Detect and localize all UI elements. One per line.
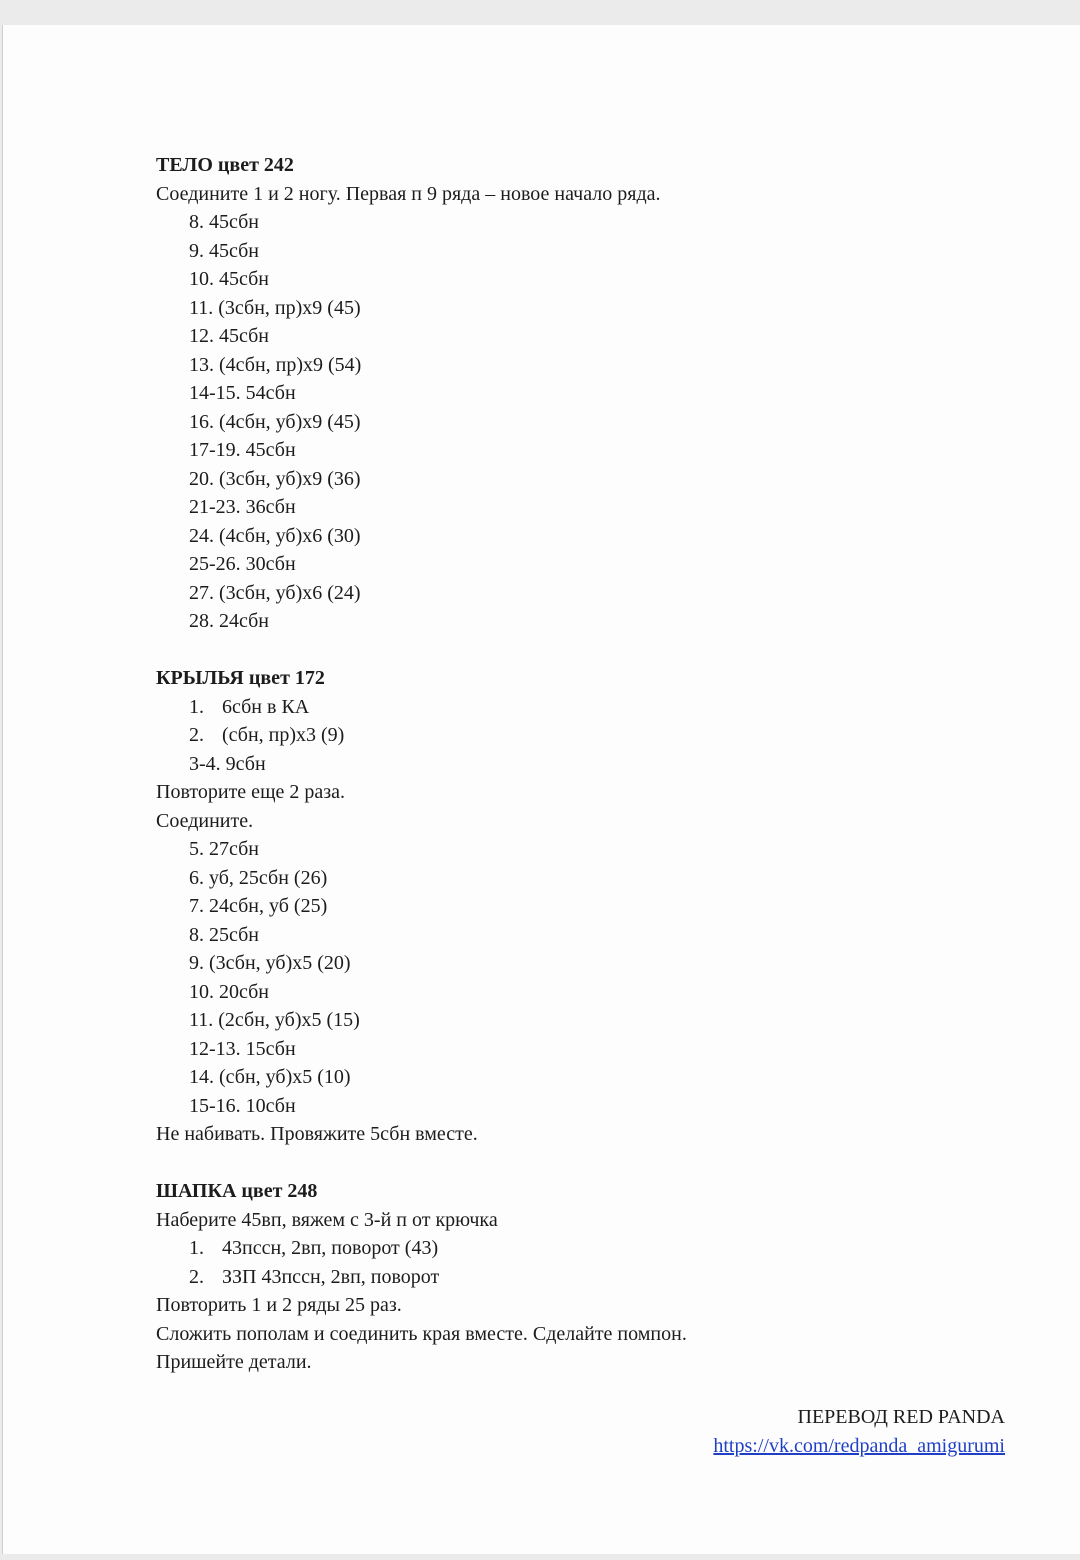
list-item: 14. (сбн, уб)х5 (10) — [189, 1066, 351, 1088]
list-item: 28. 24сбн — [189, 610, 269, 632]
wings-finish-text: Не набивать. Провяжите 5сбн вместе. — [156, 1123, 478, 1145]
body-intro-text: Соедините 1 и 2 ногу. Первая п 9 ряда – новое начало ряда. — [156, 182, 661, 205]
hat-note-text: Повторить 1 и 2 ряды 25 раз. — [156, 1294, 402, 1316]
list-item: 8. 45сбн — [189, 211, 259, 233]
list-item: 15-16. 10сбн — [189, 1094, 296, 1117]
page-footer — [713, 1403, 1005, 1461]
list-item: 3-4. 9сбн — [189, 752, 266, 775]
list-item: 5. 27сбн — [189, 838, 259, 860]
list-text: 6сбн в КА — [222, 695, 310, 718]
hat-note-text: Сложить пополам и соединить края вместе. Сделайте помпон. — [156, 1322, 687, 1345]
page-content — [156, 151, 1016, 1377]
translation-credit: ПЕРЕВОД RED PANDA — [797, 1406, 1005, 1428]
hat-note-text: Пришейте детали. — [156, 1351, 312, 1373]
list-item: 20. (3сбн, уб)х9 (36) — [189, 467, 361, 490]
section-heading-hat: ШАПКА цвет 248 — [156, 1180, 318, 1202]
wings-repeat-text: Повторите еще 2 раза. — [156, 781, 345, 803]
list-item: 11. (3сбн, пр)х9 (45) — [189, 296, 361, 319]
list-item: 11. (2сбн, уб)х5 (15) — [189, 1009, 360, 1031]
list-text: 43пссн, 2вп, поворот (43) — [222, 1237, 439, 1259]
list-item — [156, 693, 1016, 722]
list-text: ЗЗП 43пссн, 2вп, поворот — [222, 1265, 440, 1288]
list-item: 21-23. 36сбн — [189, 496, 296, 518]
list-item: 27. (3сбн, уб)х6 (24) — [189, 581, 361, 604]
section-heading-wings: КРЫЛЬЯ цвет 172 — [156, 667, 325, 689]
list-text: (сбн, пр)х3 (9) — [222, 724, 345, 746]
section-spacer — [156, 1149, 1016, 1178]
section-heading-body: ТЕЛО цвет 242 — [156, 154, 294, 176]
vk-link[interactable]: https://vk.com/redpanda_amigurumi — [713, 1435, 1005, 1457]
list-item: 10. 20сбн — [189, 980, 269, 1003]
list-item — [156, 721, 1016, 750]
list-item: 10. 45сбн — [189, 268, 269, 290]
list-item: 7. 24сбн, уб (25) — [189, 895, 328, 917]
list-item — [156, 1263, 1016, 1292]
hat-intro-text: Наберите 45вп, вяжем с 3-й п от крючка — [156, 1208, 498, 1231]
section-spacer — [156, 636, 1016, 665]
list-item: 9. 45сбн — [189, 239, 259, 262]
list-item: 12-13. 15сбн — [189, 1037, 296, 1060]
list-number: 1. — [189, 1237, 204, 1259]
list-number: 2. — [189, 724, 204, 746]
list-item: 14-15. 54сбн — [189, 382, 296, 404]
list-item: 12. 45сбн — [189, 325, 269, 347]
list-number: 2. — [189, 1265, 204, 1288]
list-item: 13. (4сбн, пр)х9 (54) — [189, 353, 362, 376]
list-item: 24. (4сбн, уб)х6 (30) — [189, 524, 361, 547]
document-page — [2, 25, 1080, 1554]
list-item: 25-26. 30сбн — [189, 553, 296, 575]
list-item — [156, 1234, 1016, 1263]
list-item: 17-19. 45сбн — [189, 439, 296, 461]
list-item: 16. (4сбн, уб)х9 (45) — [189, 410, 361, 433]
list-item: 6. уб, 25сбн (26) — [189, 866, 328, 889]
list-item: 8. 25сбн — [189, 923, 259, 946]
list-number: 1. — [189, 695, 204, 718]
wings-join-text: Соедините. — [156, 809, 254, 832]
list-item: 9. (3сбн, уб)х5 (20) — [189, 952, 351, 974]
